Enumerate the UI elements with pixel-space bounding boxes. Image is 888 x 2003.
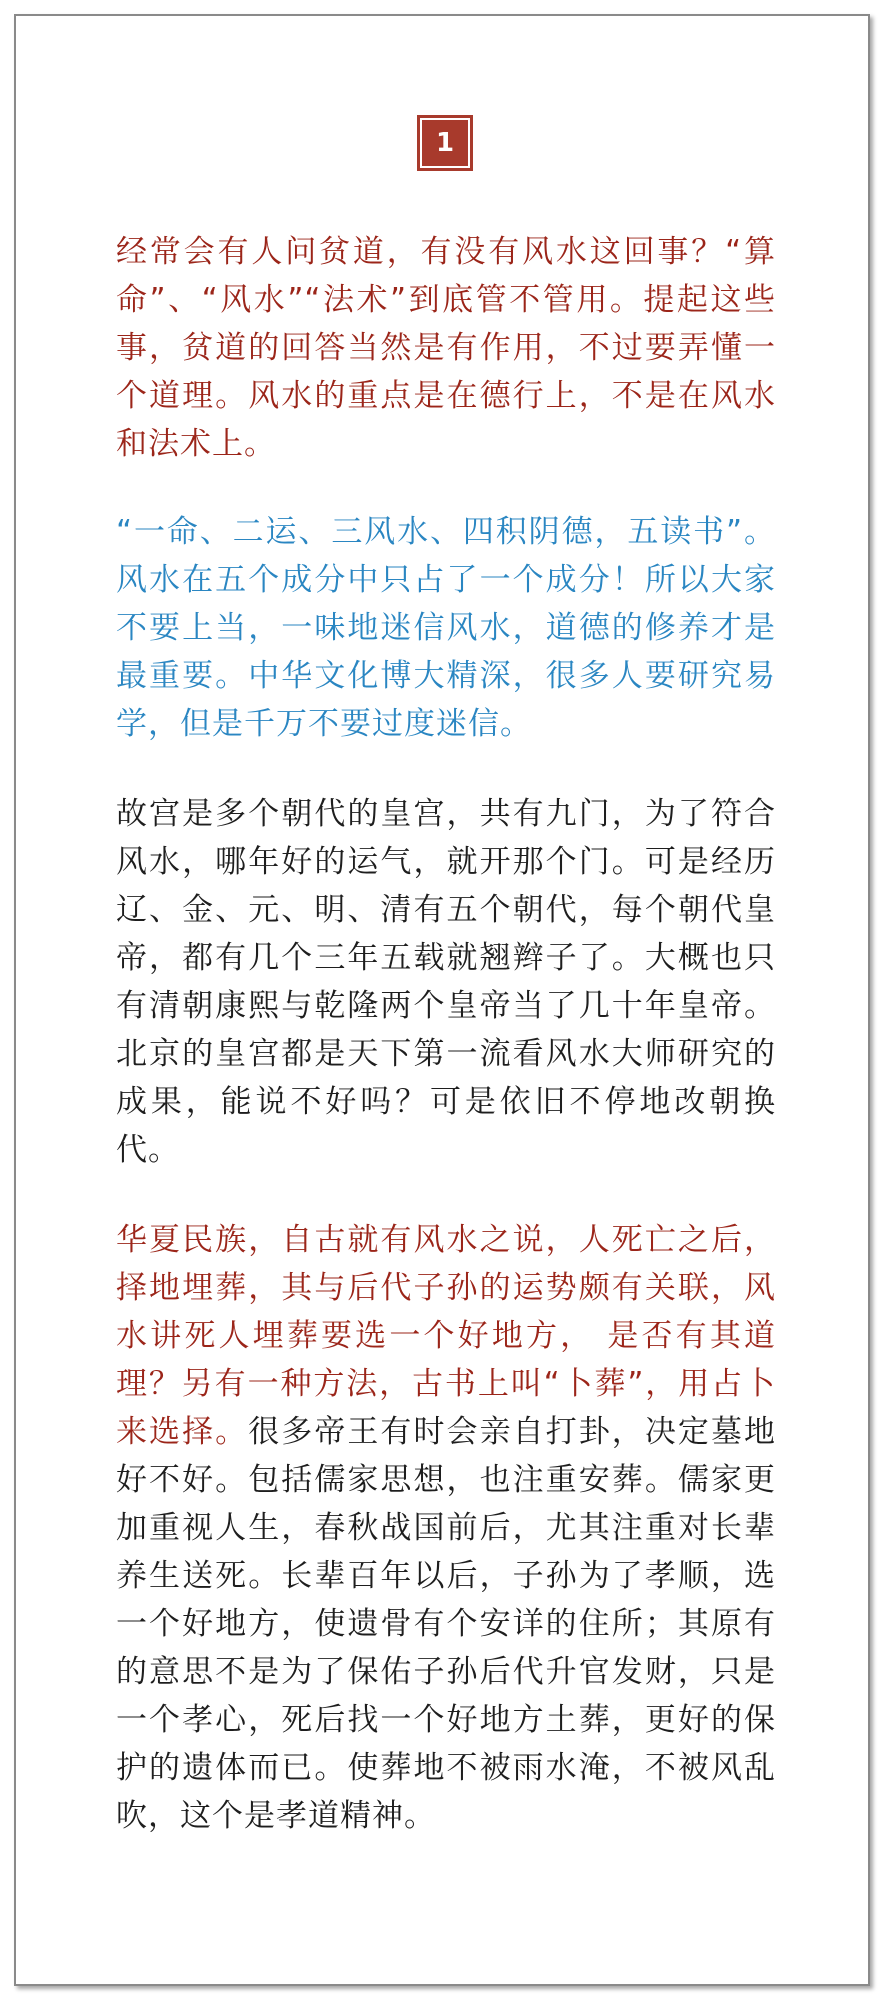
paragraph-burial-highlight: 华夏民族，自古就有风水之说，人死亡之后，择地埋葬，其与后代子孙的运势颇有关联，风水讲死人埋葬要选一个好地方， 是否有其道理？另有一种方法，古书上叫“卜葬”，用占卜来选择。 [116, 1222, 776, 1450]
paragraph-burial [116, 1216, 776, 1840]
paragraph-burial-body: 很多帝王有时会亲自打卦，决定墓地好不好。包括儒家思想，也注重安葬。儒家更加重视人生，春秋战国前后，尤其注重对长辈养生送死。长辈百年以后，子孙为了孝顺，选一个好地方，使遗骨有个安详的住所；其原有的意思不是为了保佑子孙后代升官发财，只是一个孝心，死后找一个好地方土葬，更好的保护的遗体而已。使葬地不被雨水淹，不被风乱吹，这个是孝道精神。 [116, 1414, 777, 1834]
paragraph-forbidden-city: 故宫是多个朝代的皇宫，共有九门，为了符合风水，哪年好的运气，就开那个门。可是经历辽、金、元、明、清有五个朝代，每个朝代皇帝，都有几个三年五载就翘辫子了。大概也只有清朝康熙与乾隆两个皇帝当了几十年皇帝。北京的皇宫都是天下第一流看风水大师研究的成果，能说不好吗？可是依旧不停地改朝换代。 [116, 796, 776, 1168]
section-number-badge: 1 [417, 115, 473, 171]
paragraph-intro: 经常会有人问贫道，有没有风水这回事？“算命”、“风水”“法术”到底管不管用。提起这些事，贫道的回答当然是有作用，不过要弄懂一个道理。风水的重点是在德行上，不是在风水和法术上。 [116, 234, 776, 462]
paragraph-quote: “一命、二运、三风水、四积阴德，五读书”。风水在五个成分中只占了一个成分！所以大家不要上当，一味地迷信风水，道德的修养才是最重要。中华文化博大精深，很多人要研究易学，但是千万不要过度迷信。 [116, 514, 776, 742]
